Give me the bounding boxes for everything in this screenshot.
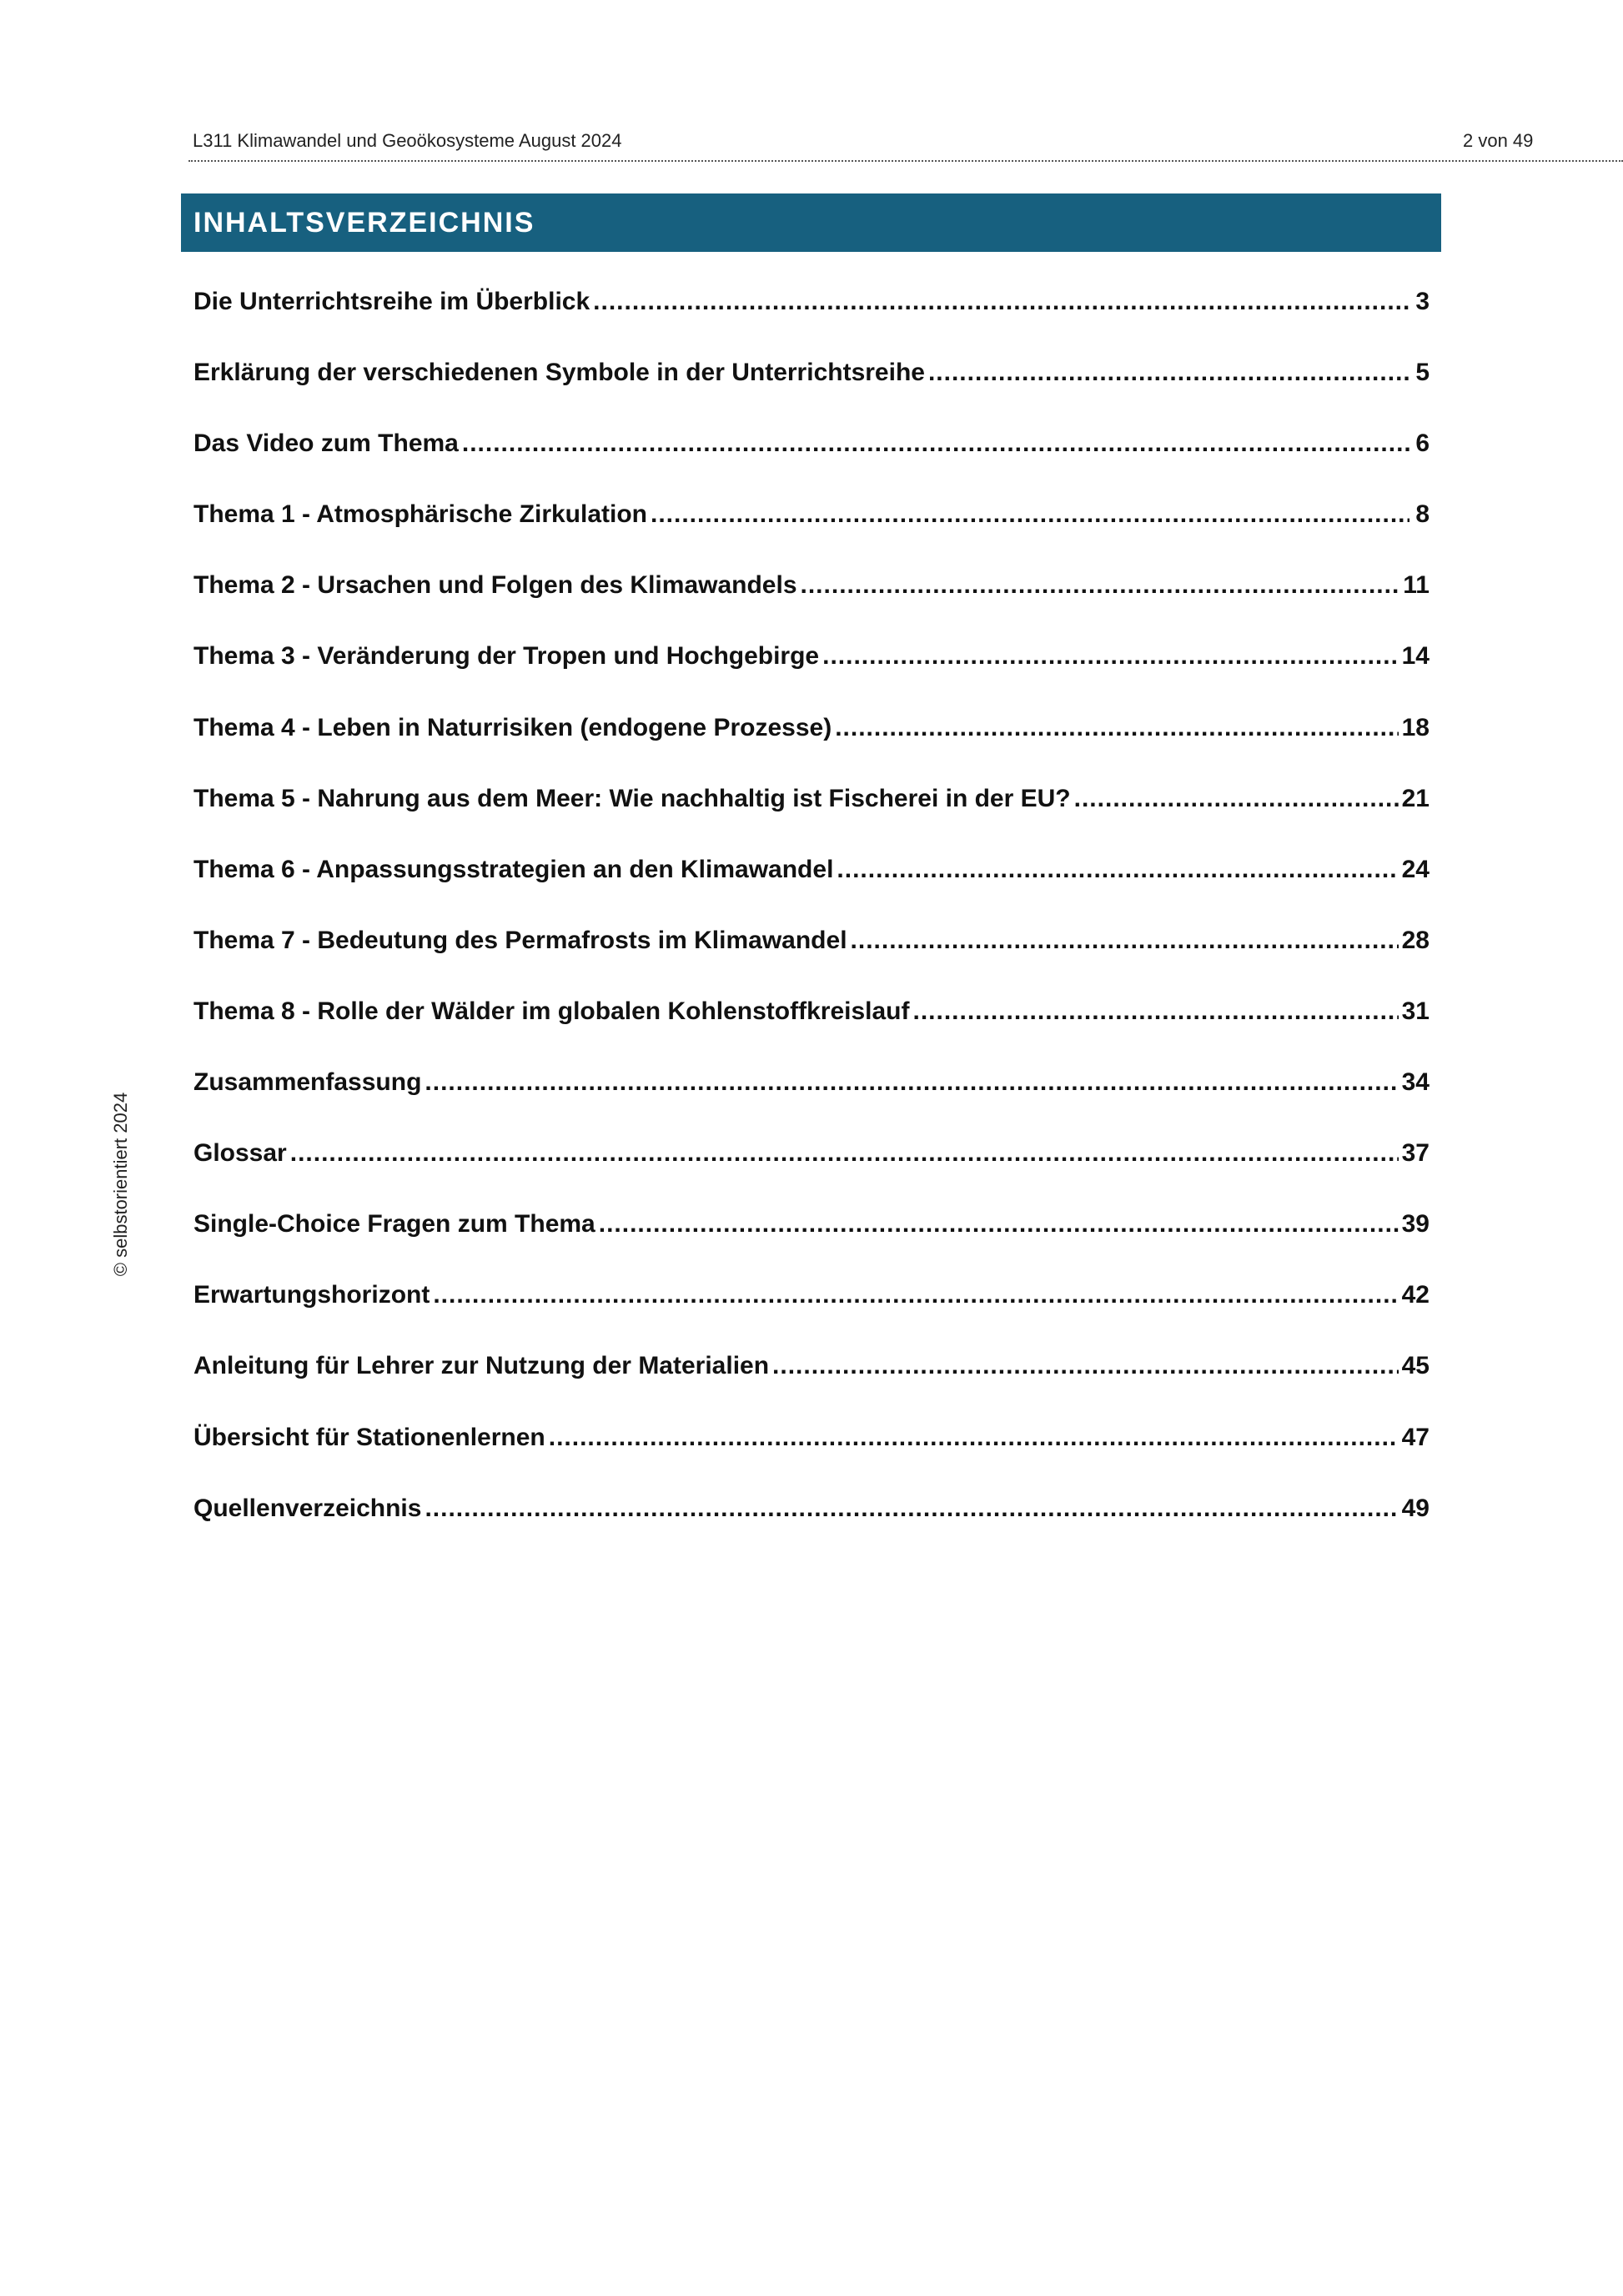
toc-entry-page: 37	[1401, 1139, 1430, 1168]
toc-entry[interactable]	[193, 990, 1430, 1061]
toc-entry-title: Thema 8 - Rolle der Wälder im globalen Kohlenstoffkreislauf	[193, 997, 910, 1025]
page-header	[188, 130, 1623, 162]
toc-entry[interactable]	[193, 1344, 1430, 1415]
toc-heading-bar	[181, 193, 1441, 252]
toc-entry-page: 47	[1401, 1423, 1430, 1451]
toc-entry-page: 45	[1401, 1352, 1430, 1380]
toc-entry-page: 24	[1401, 855, 1430, 883]
toc-entry[interactable]	[193, 777, 1430, 848]
toc-dot-leader	[822, 635, 1399, 678]
toc-dot-leader	[772, 1344, 1399, 1388]
toc-entry-title: Thema 4 - Leben in Naturrisiken (endogene Prozesse)	[193, 713, 832, 741]
toc-entry[interactable]	[193, 564, 1430, 635]
toc-entry[interactable]	[193, 1061, 1430, 1132]
toc-dot-leader	[801, 564, 1400, 607]
toc-entry-title: Quellenverzeichnis	[193, 1494, 422, 1522]
toc-dot-leader	[425, 1487, 1398, 1530]
toc-entry-title: Thema 2 - Ursachen und Folgen des Klimawandels	[193, 571, 797, 600]
toc-dot-leader	[851, 919, 1399, 962]
toc-entry-page: 6	[1415, 430, 1430, 458]
toc-entry-title: Thema 1 - Atmosphärische Zirkulation	[193, 500, 647, 529]
toc-entry-title: Glossar	[193, 1139, 287, 1168]
toc-dot-leader	[835, 706, 1398, 750]
toc-entry-page: 49	[1401, 1494, 1430, 1522]
toc-entry-title: Anleitung für Lehrer zur Nutzung der Materialien	[193, 1352, 770, 1380]
toc-dot-leader	[837, 848, 1398, 892]
toc-entry-page: 5	[1415, 359, 1430, 387]
toc-dot-leader	[913, 990, 1399, 1033]
toc-entry-page: 8	[1415, 500, 1430, 529]
toc-entry[interactable]	[193, 1132, 1430, 1203]
toc-entry-title: Zusammenfassung	[193, 1068, 422, 1097]
toc-heading: INHALTSVERZEICHNIS	[193, 207, 535, 239]
toc-entry-page: 31	[1401, 997, 1430, 1025]
toc-entry[interactable]	[193, 635, 1430, 706]
page-indicator: 2 von 49	[1463, 130, 1534, 151]
toc-dot-leader	[599, 1203, 1399, 1246]
toc-entry-page: 42	[1401, 1281, 1430, 1309]
toc-entry-title: Das Video zum Thema	[193, 430, 459, 458]
toc-entry-page: 28	[1401, 926, 1430, 954]
toc-dot-leader	[549, 1416, 1399, 1459]
toc-entry-title: Die Unterrichtsreihe im Überblick	[193, 288, 590, 315]
toc-entry-title: Erklärung der verschiedenen Symbole in der Unterrichtsreihe	[193, 359, 925, 387]
toc-list	[193, 280, 1430, 1558]
toc-dot-leader	[1074, 777, 1399, 821]
toc-dot-leader	[425, 1061, 1398, 1104]
toc-entry-page: 3	[1415, 288, 1430, 315]
toc-entry[interactable]	[193, 1487, 1430, 1558]
toc-entry-page: 14	[1401, 642, 1430, 671]
toc-entry-title: Single-Choice Fragen zum Thema	[193, 1210, 595, 1238]
document-title: L311 Klimawandel und Geoökosysteme August 2024	[193, 130, 622, 151]
toc-entry[interactable]	[193, 1203, 1430, 1274]
toc-entry-page: 21	[1401, 784, 1430, 812]
toc-dot-leader	[462, 422, 1409, 465]
toc-dot-leader	[433, 1274, 1398, 1317]
toc-entry-page: 39	[1401, 1210, 1430, 1238]
copyright-notice: © selbstorientiert 2024	[110, 1092, 131, 1277]
toc-dot-leader	[651, 493, 1409, 536]
toc-entry[interactable]	[193, 1416, 1430, 1487]
toc-entry[interactable]	[193, 848, 1430, 919]
toc-entry-title: Erwartungshorizont	[193, 1281, 430, 1309]
toc-entry-title: Thema 6 - Anpassungsstrategien an den Klimawandel	[193, 855, 834, 883]
toc-entry[interactable]	[193, 493, 1430, 564]
toc-entry-title: Thema 5 - Nahrung aus dem Meer: Wie nachhaltig ist Fischerei in der EU?	[193, 784, 1071, 812]
toc-entry[interactable]	[193, 422, 1430, 493]
toc-dot-leader	[593, 280, 1409, 324]
toc-entry-page: 11	[1403, 571, 1430, 600]
toc-entry[interactable]	[193, 280, 1430, 351]
toc-entry-title: Thema 3 - Veränderung der Tropen und Hochgebirge	[193, 642, 820, 671]
toc-entry[interactable]	[193, 706, 1430, 777]
toc-entry[interactable]	[193, 351, 1430, 422]
toc-dot-leader	[290, 1132, 1399, 1175]
toc-dot-leader	[928, 351, 1409, 394]
toc-entry[interactable]	[193, 1274, 1430, 1344]
toc-entry-title: Thema 7 - Bedeutung des Permafrosts im Klimawandel	[193, 926, 847, 954]
toc-entry-title: Übersicht für Stationenlernen	[193, 1423, 545, 1451]
toc-entry-page: 34	[1401, 1068, 1430, 1097]
toc-entry[interactable]	[193, 919, 1430, 990]
toc-entry-page: 18	[1401, 713, 1430, 741]
